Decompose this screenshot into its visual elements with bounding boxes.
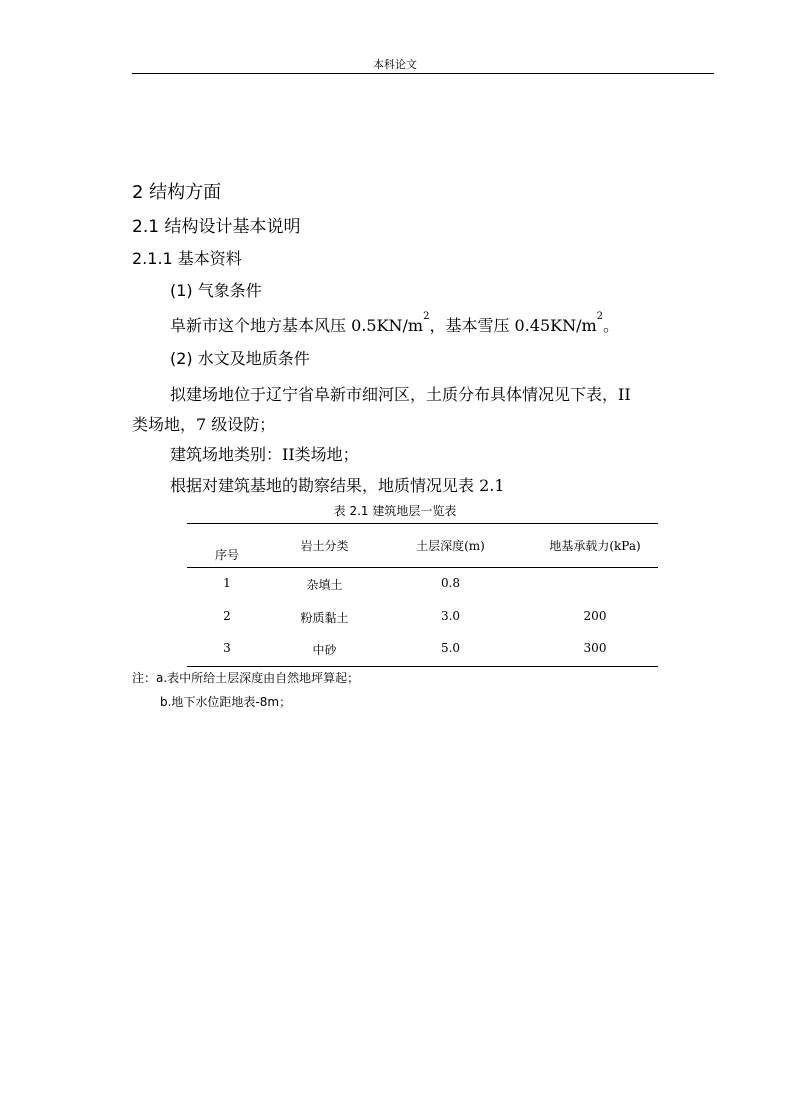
table-header-rule [187,567,658,568]
paragraph-site-line-1: 拟建场地位于辽宁省阜新市细河区，土质分布具体情况见下表，II [170,385,631,404]
section-heading-1: 2 结构方面 [132,182,222,203]
table-cell: 粉质黏土 [300,611,349,625]
para1-text-b: ，基本雪压 0.45KN/m [429,316,597,335]
paragraph-survey-result: 根据对建筑基地的勘察结果，地质情况见表 2.1 [170,476,505,495]
table-cell: 200 [583,609,607,623]
table-note-a: 注：a.表中所给土层深度由自然地坪算起； [132,671,360,685]
table-cell: 3 [223,641,231,655]
table-header-bearing-capacity: 地基承载力(kPa) [549,539,641,553]
table-cell: 杂填土 [306,578,343,592]
para1-text-a: 阜新市这个地方基本风压 0.5KN/m [170,316,424,335]
item-weather-conditions: (1) 气象条件 [170,281,262,300]
table-cell: 中砂 [312,643,337,657]
paragraph-site-category: 建筑场地类别：II类场地； [170,445,359,464]
table-header-index: 序号 [214,548,239,562]
item-hydro-geology: (2) 水文及地质条件 [170,349,310,368]
para1-sup-1: 2 [423,311,430,322]
table-header-soil-type: 岩土分类 [300,539,349,553]
table-top-rule [187,523,658,524]
header-rule [132,73,714,74]
table-bottom-rule [187,666,658,667]
table-caption: 表 2.1 建筑地层一览表 [333,504,457,518]
section-heading-2-1-1: 2.1.1 基本资料 [132,249,242,268]
table-cell: 300 [583,641,607,655]
table-cell: 1 [223,576,231,590]
table-cell: 5.0 [440,641,461,655]
para1-sup-2: 2 [596,311,604,322]
page-header-title: 本科论文 [373,58,417,71]
paragraph-wind-snow-pressure [170,313,619,336]
table-cell: 0.8 [440,576,461,590]
para1-text-c: 。 [603,316,620,335]
table-note-b: b.地下水位距地表-8m； [160,695,292,709]
section-heading-2-1: 2.1 结构设计基本说明 [132,217,301,237]
table-cell: 2 [223,609,231,623]
table-header-depth: 土层深度(m) [416,539,485,553]
paragraph-site-line-2: 类场地，7 级设防； [132,415,276,434]
table-cell: 3.0 [440,609,461,623]
